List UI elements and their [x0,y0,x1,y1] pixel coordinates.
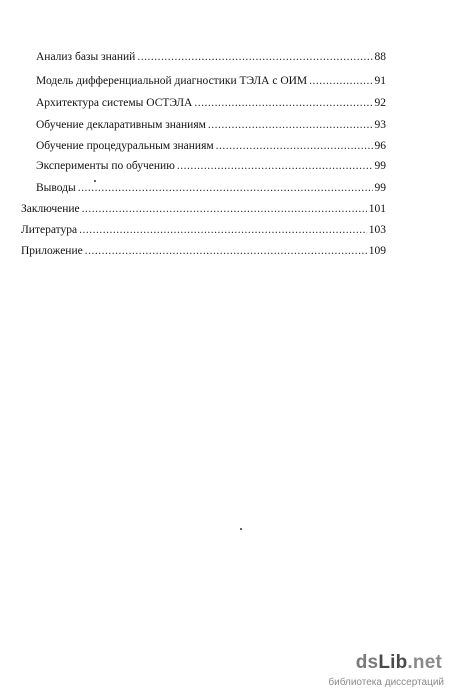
toc-entry [36,159,386,173]
toc-entry [21,223,386,237]
toc-entry-title: Обучение процедуральным знаниям [36,140,214,152]
toc-entry-page: 96 [374,140,386,152]
toc-entry-title: Приложение [21,245,83,257]
toc-entry-title: Заключение [21,203,80,215]
toc-entry-title: Модель дифференциальной диагностики ТЭЛА с ОИМ [36,75,308,87]
toc-entry [21,202,386,216]
toc-entry-title: Литература [21,224,78,236]
dot-leader [85,244,367,258]
scan-speck [94,180,96,182]
dot-leader [78,181,373,195]
dot-leader [177,159,373,173]
toc-entry-page: 101 [368,203,386,215]
toc-entry-title: Выводы [36,182,76,194]
dot-leader [194,96,372,110]
logo-wordmark: dsLib.net [355,652,442,673]
toc-entry-page: 92 [374,97,386,109]
toc-entry-title: Архитектура системы ОСТЭЛА [36,97,193,109]
toc-entry [36,181,386,195]
dslib-watermark-logo [328,652,448,692]
scan-speck [240,528,242,530]
toc-entry-title: Анализ базы знаний [36,51,136,63]
dot-leader [208,118,373,132]
toc-entry [36,118,386,132]
logo-tagline: библиотека диссертаций [328,677,444,688]
toc-entry-page: 99 [374,182,386,194]
toc-entry-page: 91 [374,75,386,87]
toc-entry-page: 93 [374,119,386,131]
toc-entry-page: 103 [368,224,386,236]
toc-entry-page: 99 [374,160,386,172]
toc-entry [36,139,386,153]
toc-entry-title: Обучение декларативным знаниям [36,119,206,131]
toc-entry [36,96,386,110]
toc-entry [36,74,386,88]
toc-entry-title: Эксперименты по обучению [36,160,175,172]
toc-entry [36,50,386,64]
dot-leader [137,50,372,64]
dot-leader [216,139,373,153]
dot-leader [79,223,367,237]
toc-entry [21,244,386,258]
dot-leader [309,74,372,88]
toc-entry-page: 109 [368,245,386,257]
toc-entry-page: 88 [374,51,386,63]
dot-leader [82,202,367,216]
